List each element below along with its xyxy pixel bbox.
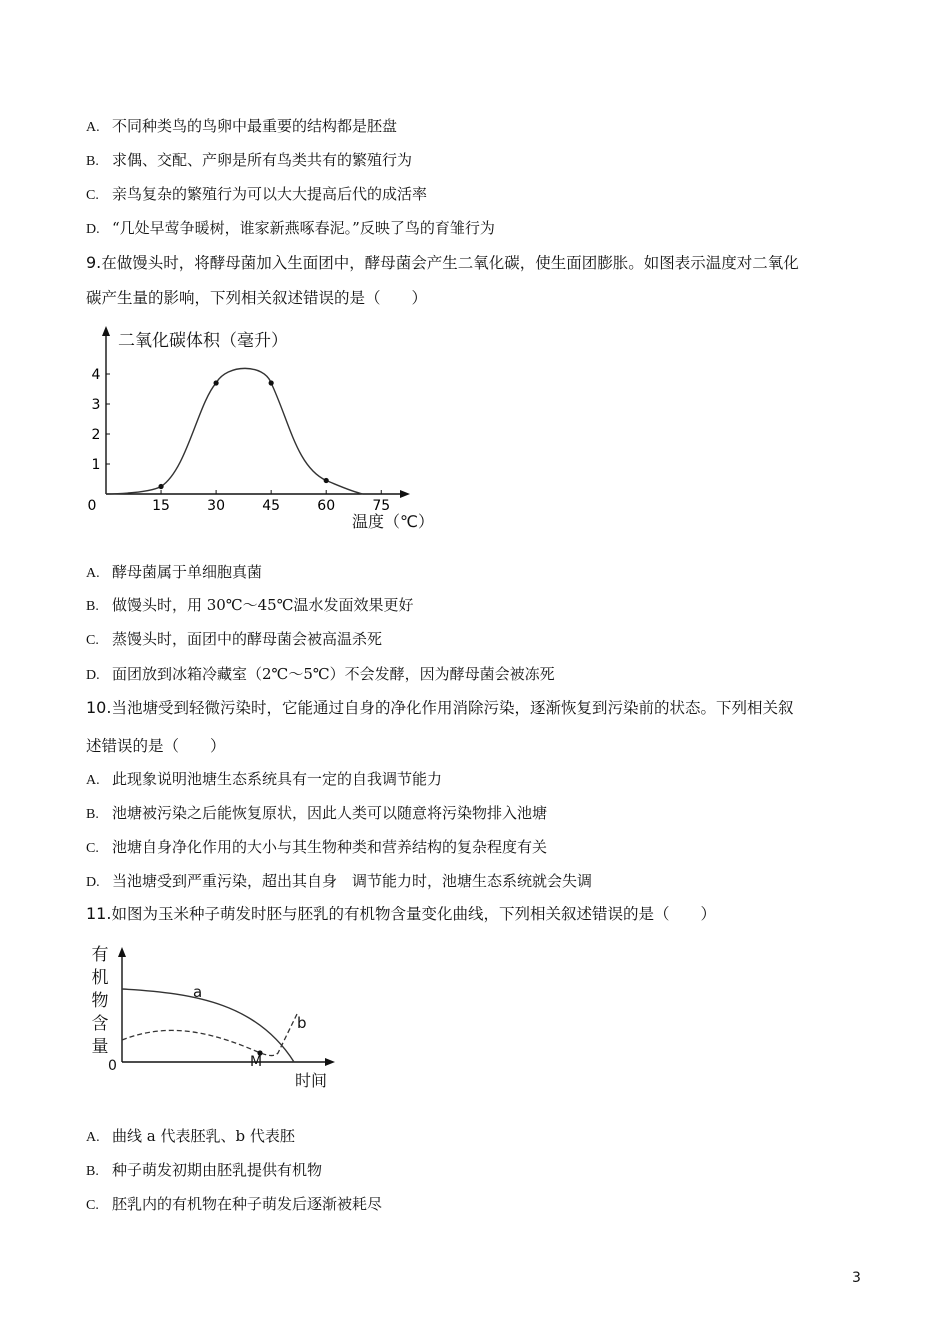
x-tick-label: 60 <box>317 498 336 514</box>
chart2-ylabel <box>92 945 109 1057</box>
q9-option-c: C. 蒸馒头时，面团中的酵母菌会被高温杀死 <box>86 630 383 648</box>
point-m-label: M <box>250 1054 263 1070</box>
y-tick-label: 4 <box>91 367 101 383</box>
data-point <box>214 380 219 385</box>
x-axis-arrow <box>325 1058 335 1066</box>
ylabel-char: 物 <box>91 991 109 1011</box>
co2-curve <box>106 368 363 494</box>
q11-option-c: C. 胚乳内的有机物在种子萌发后逐渐被耗尽 <box>86 1195 383 1213</box>
ylabel-char: 量 <box>91 1037 109 1057</box>
y-tick-label: 2 <box>91 427 101 443</box>
page-number: 3 <box>852 1270 861 1286</box>
curve-a-label: a <box>193 983 203 1001</box>
organic-matter-chart <box>88 940 348 1092</box>
q10-stem-line1: 10.当池塘受到轻微污染时，它能通过自身的净化作用消除污染，逐渐恢复到污染前的状态。下列相关叙 <box>86 698 794 717</box>
curve-b <box>122 1012 298 1056</box>
y-tick-label: 3 <box>91 397 101 413</box>
q8-option-b: B. 求偶、交配、产卵是所有鸟类共有的繁殖行为 <box>86 151 413 169</box>
q9-option-d: D. 面团放到冰箱冷藏室（2℃～5℃）不会发酵，因为酵母菌会被冻死 <box>86 665 555 683</box>
y-axis-arrow <box>102 326 110 336</box>
q8-option-c: C. 亲鸟复杂的繁殖行为可以大大提高后代的成活率 <box>86 185 428 203</box>
q9-stem-line1: 9.在做馒头时，将酵母菌加入生面团中，酵母菌会产生二氧化碳，使生面团膨胀。如图表示温度对二氧化 <box>86 253 799 272</box>
q10-option-b: B. 池塘被污染之后能恢复原状，因此人类可以随意将污染物排入池塘 <box>86 804 548 822</box>
q9-option-b: B. 做馒头时，用 30℃～45℃温水发面效果更好 <box>86 596 414 614</box>
data-point <box>158 484 163 489</box>
q11-option-b: B. 种子萌发初期由胚乳提供有机物 <box>86 1161 323 1179</box>
q9-stem-line2: 碳产生量的影响，下列相关叙述错误的是（ ） <box>86 289 428 307</box>
ylabel-char: 机 <box>91 968 109 988</box>
x-tick-label: 45 <box>262 498 281 514</box>
q8-option-d: D. “几处早莺争暖树，谁家新燕啄春泥。”反映了鸟的育雏行为 <box>86 219 495 237</box>
q11-stem-line1: 11.如图为玉米种子萌发时胚与胚乳的有机物含量变化曲线，下列相关叙述错误的是（ ） <box>86 904 716 923</box>
q10-stem-line2: 述错误的是（ ） <box>86 737 226 755</box>
curve-b-label: b <box>297 1014 307 1032</box>
data-point <box>269 380 274 385</box>
q10-option-a: A. 此现象说明池塘生态系统具有一定的自我调节能力 <box>86 770 443 788</box>
ylabel-char: 有 <box>91 945 109 965</box>
y-axis-arrow <box>118 947 126 957</box>
chart1-xlabel: 温度（℃） <box>352 512 434 531</box>
x-tick-label: 30 <box>207 498 226 514</box>
x-tick-label: 75 <box>372 498 391 514</box>
x-tick-label: 0 <box>88 498 97 514</box>
chart2-xlabel: 时间 <box>295 1071 328 1090</box>
ylabel-char: 含 <box>91 1014 109 1034</box>
q11-option-a: A. 曲线 a 代表胚乳、b 代表胚 <box>86 1127 295 1145</box>
q9-option-a: A. 酵母菌属于单细胞真菌 <box>86 563 263 581</box>
x-tick-label: 15 <box>152 498 170 514</box>
x-axis-arrow <box>400 490 410 498</box>
curve-a <box>122 989 294 1062</box>
q10-option-c: C. 池塘自身净化作用的大小与其生物种类和营养结构的复杂程度有关 <box>86 838 548 856</box>
chart2-origin: 0 <box>108 1058 117 1074</box>
q8-option-a: A. 不同种类鸟的鸟卵中最重要的结构都是胚盘 <box>86 117 398 135</box>
y-tick-label: 1 <box>91 457 101 473</box>
data-point <box>324 478 329 483</box>
chart1-ylabel: 二氧化碳体积（毫升） <box>118 331 288 351</box>
co2-temperature-chart <box>88 322 448 537</box>
q10-option-d: D. 当池塘受到严重污染，超出其自身 调节能力时，池塘生态系统就会失调 <box>86 872 593 890</box>
